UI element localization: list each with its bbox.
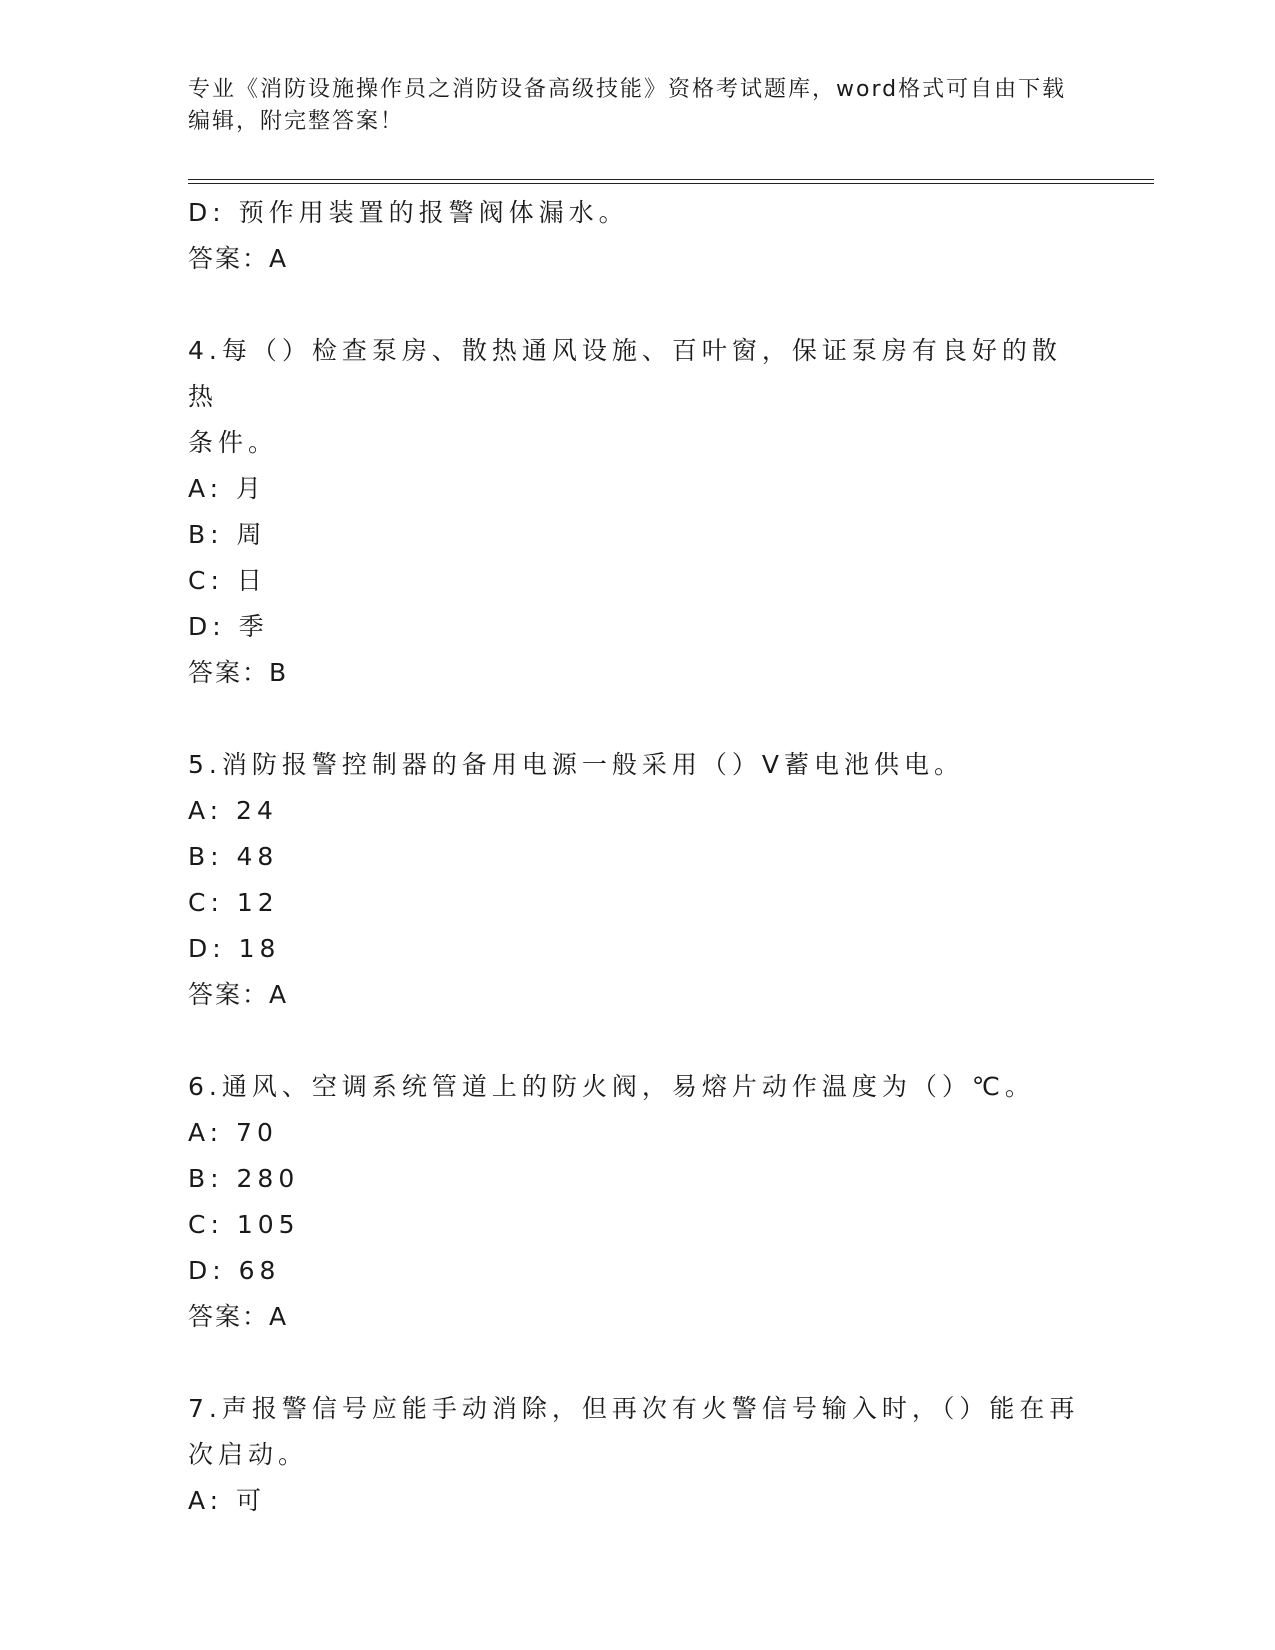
option-a: A: 24 (188, 796, 278, 825)
answer-line: 答案：A (188, 1302, 289, 1331)
question-6 (188, 1064, 1088, 1340)
question-stem-continued: 次启动。 (188, 1440, 309, 1469)
question-7 (188, 1386, 1088, 1524)
question-stem: 4.每（）检查泵房、散热通风设施、百叶窗，保证泵房有良好的散热 (188, 336, 1062, 411)
option-a: A: 70 (188, 1118, 278, 1147)
option-b: B: 48 (188, 842, 279, 871)
question-stem: 6.通风、空调系统管道上的防火阀，易熔片动作温度为（）℃。 (188, 1072, 1035, 1101)
question-5 (188, 742, 1088, 1018)
question-stem: 5.消防报警控制器的备用电源一般采用（）V蓄电池供电。 (188, 750, 964, 779)
spacer (188, 1018, 1088, 1064)
option-c: C: 12 (188, 888, 279, 917)
spacer (188, 1340, 1088, 1386)
document-body (188, 190, 1088, 1524)
option-d: D: 预作用装置的报警阀体漏水。 (188, 198, 629, 227)
option-d: D: 68 (188, 1256, 281, 1285)
option-d: D: 季 (188, 612, 269, 641)
option-d: D: 18 (188, 934, 281, 963)
option-a: A: 月 (188, 474, 267, 503)
question-stem: 7.声报警信号应能手动消除，但再次有火警信号输入时，（）能在再 (188, 1394, 1080, 1423)
spacer (188, 282, 1088, 328)
option-b: B: 280 (188, 1164, 300, 1193)
option-b: B: 周 (188, 520, 267, 549)
option-c: C: 105 (188, 1210, 300, 1239)
option-c: C: 日 (188, 566, 267, 595)
answer-line: 答案：A (188, 980, 289, 1009)
previous-question-tail (188, 190, 1088, 282)
document-header (188, 74, 1068, 138)
answer-line: 答案：B (188, 658, 289, 687)
question-stem-continued: 条件。 (188, 428, 279, 457)
question-4 (188, 328, 1088, 696)
spacer (188, 696, 1088, 742)
header-divider (188, 179, 1154, 184)
option-a: A: 可 (188, 1486, 267, 1515)
document-title: 专业《消防设施操作员之消防设备高级技能》资格考试题库，word格式可自由下载编辑，附完整答案！ (188, 77, 1067, 134)
answer-line: 答案：A (188, 244, 289, 273)
